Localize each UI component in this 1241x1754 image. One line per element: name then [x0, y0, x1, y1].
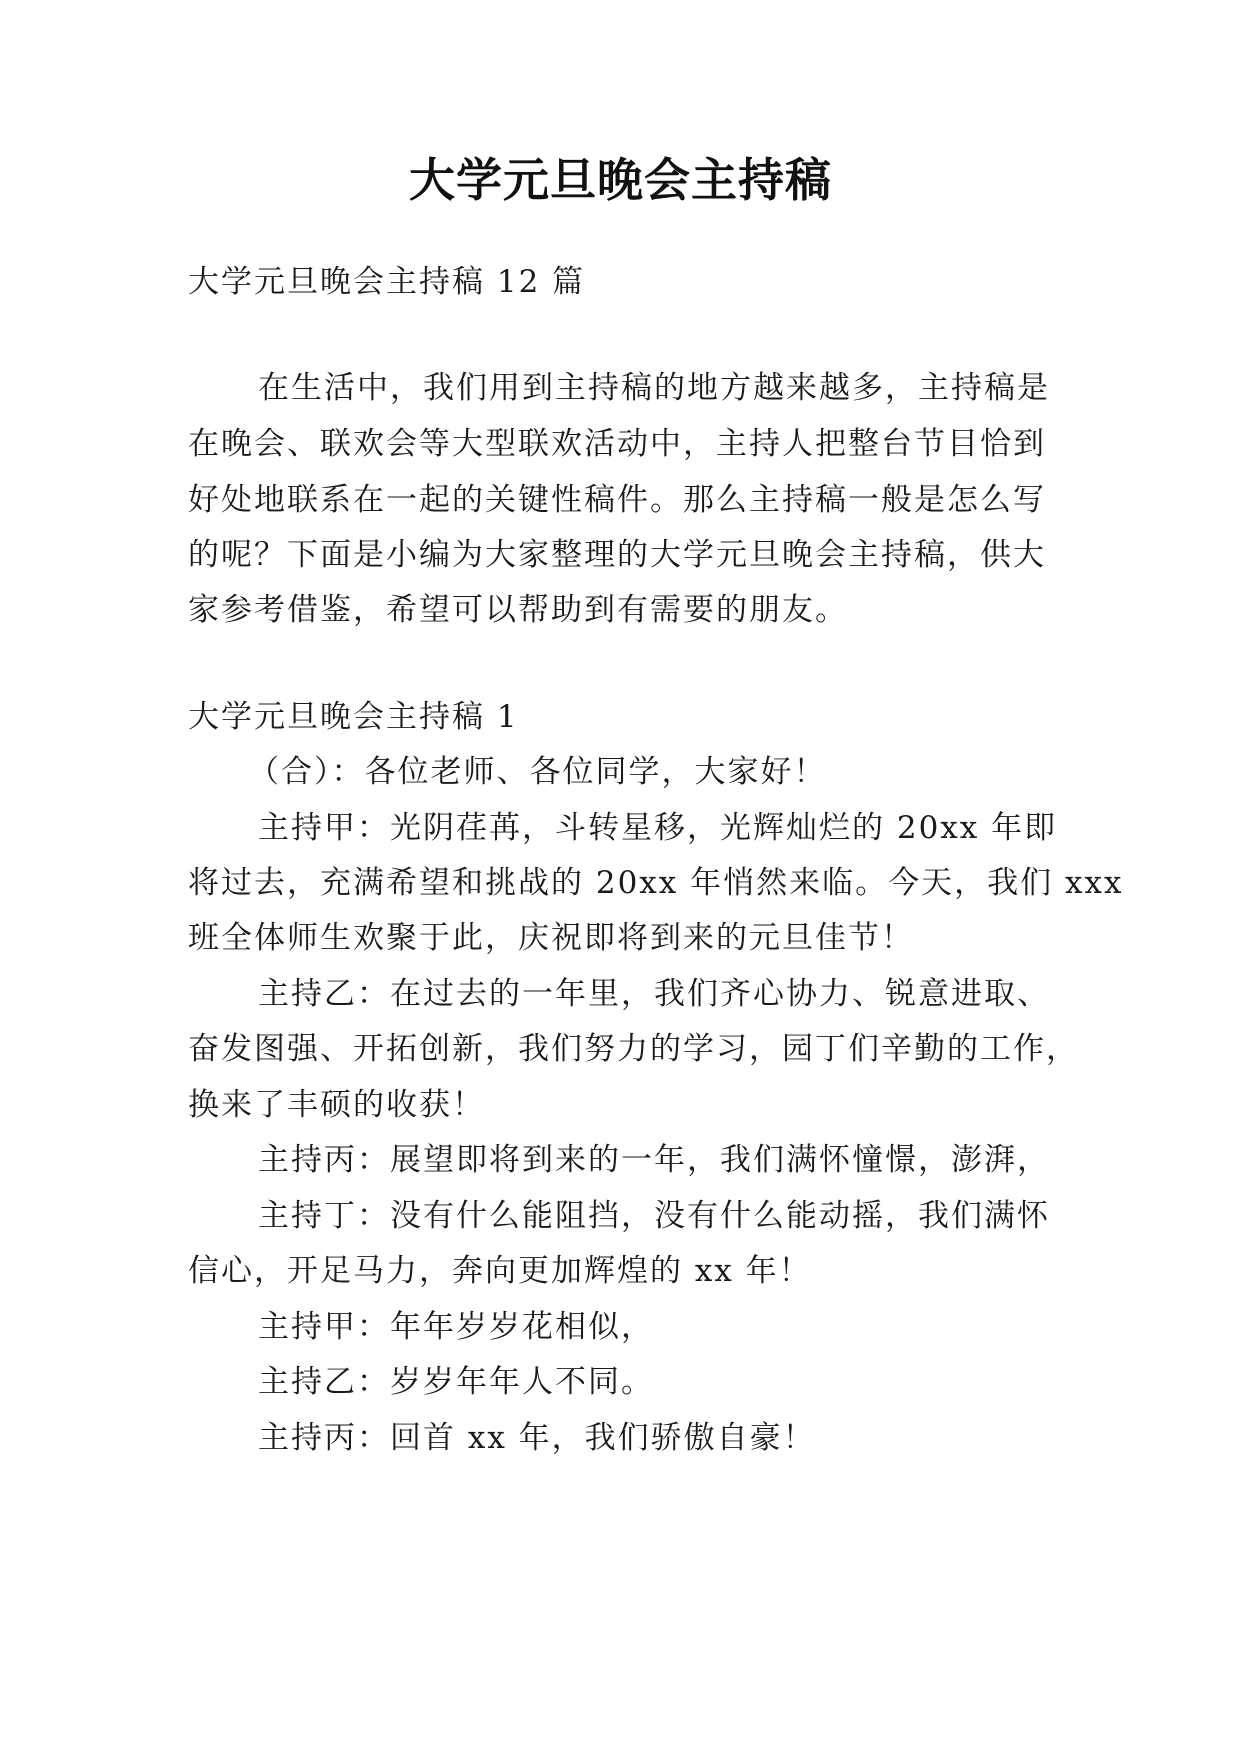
body-line: 主持乙：在过去的一年里，我们齐心协力、锐意进取、	[258, 976, 1050, 1012]
intro-line: 的呢？下面是小编为大家整理的大学元旦晚会主持稿，供大	[188, 537, 1046, 573]
intro-line: 在晚会、联欢会等大型联欢活动中，主持人把整台节目恰到	[188, 426, 1046, 462]
body-line: 主持甲：光阴荏苒，斗转星移，光辉灿烂的 20xx 年即	[258, 810, 1058, 846]
body-line: 主持甲：年年岁岁花相似，	[258, 1309, 654, 1345]
body-line: 主持乙：岁岁年年人不同。	[258, 1364, 654, 1400]
body-line: 主持丙：回首 xx 年，我们骄傲自豪！	[258, 1420, 816, 1456]
body-line: 信心，开足马力，奔向更加辉煌的 xx 年！	[188, 1253, 812, 1289]
body-line: 将过去，充满希望和挑战的 20xx 年悄然来临。今天，我们 xxx	[188, 865, 1124, 901]
body-line: 班全体师生欢聚于此，庆祝即将到来的元旦佳节！	[188, 920, 914, 956]
body-line: 奋发图强、开拓创新，我们努力的学习，园丁们辛勤的工作，	[188, 1031, 1079, 1067]
document-title: 大学元旦晚会主持稿	[409, 153, 832, 207]
body-line: 主持丙：展望即将到来的一年，我们满怀憧憬，澎湃，	[258, 1142, 1050, 1178]
body-line: 换来了丰硕的收获！	[188, 1087, 485, 1123]
body-line: 主持丁：没有什么能阻挡，没有什么能动摇，我们满怀	[258, 1198, 1050, 1234]
body-line: （合）：各位老师、各位同学，大家好！	[248, 754, 827, 790]
section-heading: 大学元旦晚会主持稿 1	[188, 699, 519, 735]
intro-line: 家参考借鉴，希望可以帮助到有需要的朋友。	[188, 592, 848, 628]
intro-line: 好处地联系在一起的关键性稿件。那么主持稿一般是怎么写	[188, 482, 1046, 518]
intro-line: 在生活中，我们用到主持稿的地方越来越多，主持稿是	[258, 370, 1050, 406]
document-subtitle: 大学元旦晚会主持稿 12 篇	[188, 264, 586, 300]
